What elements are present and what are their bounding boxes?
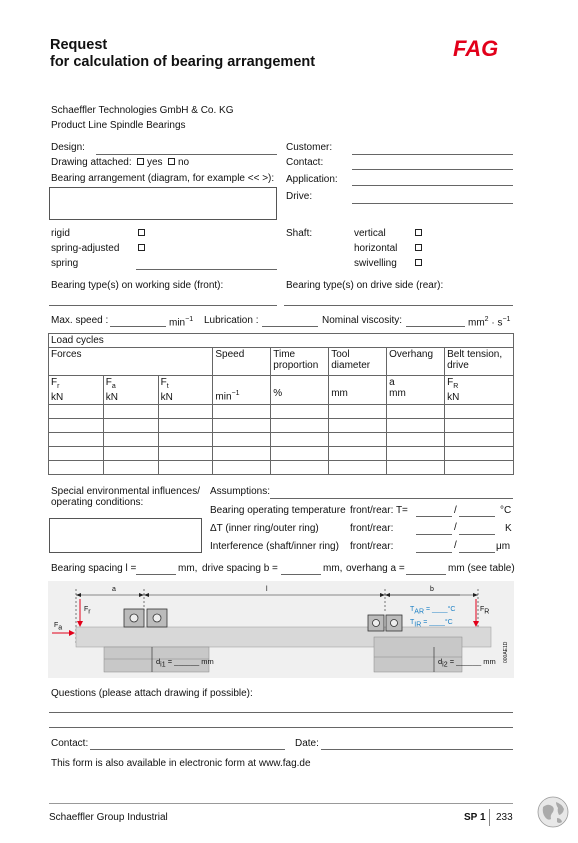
bearing-arrangement-box[interactable] [49, 187, 277, 220]
overhang-label: overhang a = [346, 563, 405, 574]
delta-t-front-field[interactable] [416, 534, 452, 535]
diagram-fr-label: $F_r$ [84, 606, 91, 616]
delta-t-rear-field[interactable] [459, 534, 495, 535]
customer-label: Customer: [286, 142, 333, 153]
bearing-type-rear-field[interactable] [284, 305, 513, 306]
ft-unit-cell: $F_t$ kN [158, 376, 213, 405]
drawing-attached-label: Drawing attached: [51, 157, 132, 168]
bearing-type-rear-label: Bearing type(s) on drive side (rear): [286, 280, 444, 291]
page-title-line1: Request [50, 37, 108, 53]
bearing-arrangement-label: Bearing arrangement (diagram, for example << >): [51, 173, 275, 184]
forces-header: Forces [49, 348, 213, 376]
special-env-label: Special environmental influences/ [51, 486, 200, 497]
delta-t-unit: K [505, 523, 512, 534]
bearing-spacing-label: Bearing spacing l = [51, 563, 137, 574]
overhang-field[interactable] [406, 574, 446, 575]
load-cycles-title: Load cycles [49, 334, 514, 348]
table-row[interactable] [49, 419, 514, 433]
table-row[interactable] [49, 405, 514, 419]
footer-page-number: 233 [496, 812, 513, 823]
d-i1-label: $d_{i1}$ = ______ mm [156, 657, 214, 669]
temp-slash: / [454, 505, 457, 516]
application-field[interactable] [352, 185, 513, 186]
shaft-label: Shaft: [286, 228, 313, 239]
viscosity-field[interactable] [406, 326, 465, 327]
vertical-label: vertical [354, 228, 386, 239]
tar-label: $T_{AR}$ = ____°C [410, 606, 456, 616]
page-title-line2: for calculation of bearing arrangement [50, 54, 316, 70]
operating-cond-label: operating conditions: [51, 497, 144, 508]
yes-label: yes [147, 157, 163, 168]
swivelling-label: swivelling [354, 258, 397, 269]
footer-sp: SP 1 [464, 812, 486, 823]
tool-diameter-header: Tool diameter [329, 348, 387, 376]
lubrication-label: Lubrication : [204, 315, 259, 326]
spring-adjusted-checkbox[interactable] [138, 244, 145, 251]
time-proportion-header: Time proportion [271, 348, 329, 376]
footer-group: Schaeffler Group Industrial [49, 812, 168, 823]
tool-unit-cell: mm [329, 376, 387, 405]
max-speed-field[interactable] [110, 326, 166, 327]
temp-front-rear-label: front/rear: T= [350, 505, 408, 516]
design-label: Design: [51, 142, 85, 153]
assumptions-field[interactable] [270, 498, 513, 499]
time-unit-cell: % [271, 376, 329, 405]
overhang-unit-cell: a mm [387, 376, 445, 405]
temp-rear-field[interactable] [459, 516, 495, 517]
interference-unit: μm [496, 541, 511, 552]
temp-label: Bearing operating temperature [210, 505, 346, 516]
spring-adjusted-label: spring-adjusted [51, 243, 120, 254]
date-label: Date: [295, 738, 319, 749]
interference-rear-field[interactable] [459, 552, 495, 553]
bearing-spacing-field[interactable] [136, 574, 176, 575]
rigid-checkbox[interactable] [138, 229, 145, 236]
bearing-spacing-unit: mm, [178, 563, 198, 574]
electronic-form-note: This form is also available in electronic form at www.fag.de [51, 758, 311, 769]
application-label: Application: [286, 174, 338, 185]
load-cycles-table [48, 333, 514, 475]
drawing-yes-option[interactable] [137, 157, 163, 169]
fag-logo: FAG [453, 36, 499, 61]
questions-line-1[interactable] [49, 712, 513, 713]
product-line: Product Line Spindle Bearings [51, 120, 186, 131]
interference-front-field[interactable] [416, 552, 452, 553]
delta-t-slash: / [454, 522, 457, 533]
fa-unit-cell: $F_a$ kN [103, 376, 158, 405]
table-row[interactable] [49, 433, 514, 447]
no-label: no [178, 157, 190, 168]
temp-front-field[interactable] [416, 516, 452, 517]
drawing-no-option[interactable] [168, 157, 189, 169]
drive-spacing-unit: mm, [323, 563, 343, 574]
vertical-checkbox[interactable] [415, 229, 422, 236]
contact-field-bottom[interactable] [90, 749, 285, 750]
diagram-l-label: l [266, 586, 268, 593]
bearing-type-front-label: Bearing type(s) on working side (front): [51, 280, 224, 291]
diagram-fa-label: $F_a$ [54, 622, 63, 632]
drive-spacing-label: drive spacing b = [202, 563, 278, 574]
rigid-label: rigid [51, 228, 70, 239]
drive-spacing-field[interactable] [281, 574, 321, 575]
belt-tension-header: Belt tension, drive [445, 348, 514, 376]
diagram-a-label: a [112, 586, 116, 593]
lubrication-field[interactable] [262, 326, 318, 327]
d-i2-label: $d_{i2}$ = ______ mm [438, 657, 496, 669]
horizontal-label: horizontal [354, 243, 398, 254]
contact-field-top[interactable] [352, 169, 513, 170]
viscosity-label: Nominal viscosity: [322, 315, 403, 326]
diagram-code: 000AE1D [503, 641, 509, 663]
spring-field[interactable] [136, 269, 277, 270]
globe-icon [536, 795, 570, 829]
no-checkbox[interactable] [168, 158, 175, 165]
company-name: Schaeffler Technologies GmbH & Co. KG [51, 105, 234, 116]
drive-label: Drive: [286, 191, 313, 202]
delta-t-front-rear-label: front/rear: [350, 523, 394, 534]
max-speed-unit: $\min^{-1}$ [169, 316, 194, 329]
overhang-unit: mm (see table) [448, 563, 515, 574]
contact-label-bottom: Contact: [51, 738, 89, 749]
max-speed-label: Max. speed : [51, 315, 109, 326]
footer-separator [489, 809, 490, 826]
swivelling-checkbox[interactable] [415, 259, 422, 266]
temp-unit: °C [500, 505, 512, 516]
viscosity-unit: $mm^2 \cdot s^{-1}$ [468, 316, 511, 329]
environment-box[interactable] [49, 518, 202, 553]
interference-label: Interference (shaft/inner ring) [210, 541, 339, 552]
interference-front-rear-label: front/rear: [350, 541, 394, 552]
interference-slash: / [454, 540, 457, 551]
table-row[interactable] [49, 447, 514, 461]
drive-field[interactable] [352, 203, 513, 204]
questions-line-2[interactable] [49, 727, 513, 728]
assumptions-label: Assumptions: [210, 486, 271, 497]
tir-label: $T_{IR}$ = ____°C [410, 619, 453, 629]
horizontal-checkbox[interactable] [415, 244, 422, 251]
contact-label-top: Contact: [286, 157, 324, 168]
spring-label: spring [51, 258, 79, 269]
delta-t-label: ΔT (inner ring/outer ring) [210, 523, 319, 534]
speed-unit-cell: $\min^{-1}$ [213, 376, 271, 405]
design-field[interactable] [96, 154, 277, 155]
customer-field[interactable] [352, 154, 513, 155]
overhang-header: Overhang [387, 348, 445, 376]
belt-unit-cell: $F_R$ kN [445, 376, 514, 405]
footer-divider [49, 803, 513, 804]
diagram-b-label: b [430, 586, 434, 593]
yes-checkbox[interactable] [137, 158, 144, 165]
table-row[interactable] [49, 461, 514, 475]
diagram-fR-label: $F_R$ [480, 606, 490, 616]
bearing-type-front-field[interactable] [49, 305, 277, 306]
questions-label: Questions (please attach drawing if possible): [51, 688, 253, 699]
spindle-diagram [48, 581, 514, 678]
speed-header: Speed [213, 348, 271, 376]
fr-unit-cell: $F_r$ kN [49, 376, 104, 405]
date-field[interactable] [321, 749, 513, 750]
